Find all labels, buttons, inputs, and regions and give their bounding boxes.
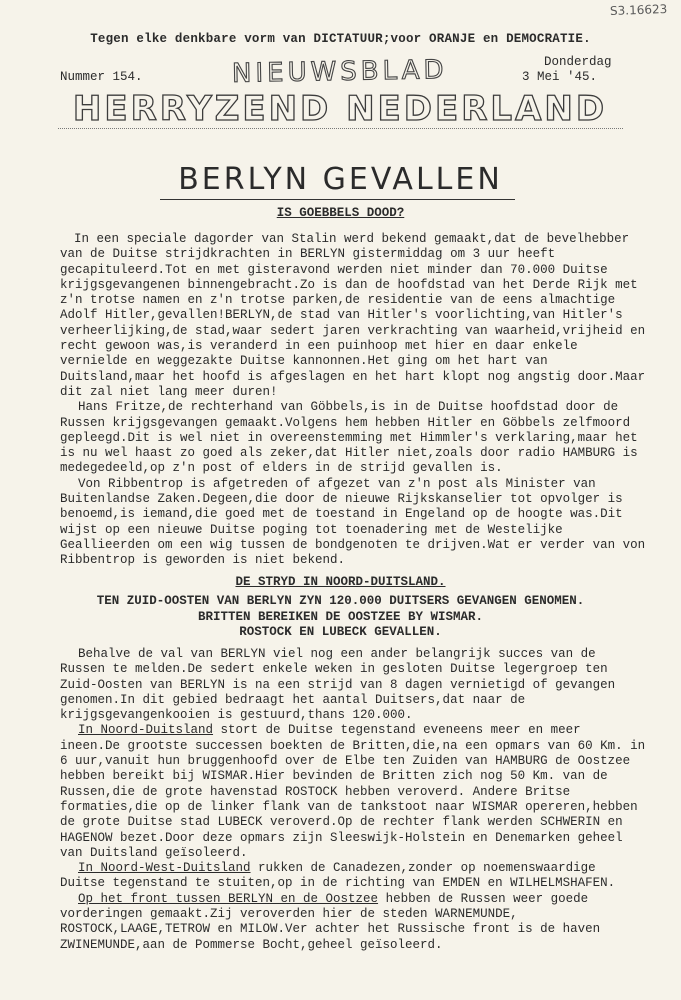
region-lead: Op het front tussen BERLYN en de Oostzee: [78, 891, 379, 906]
article-paragraph: [60, 861, 646, 892]
issue-number: Nummer 154.: [60, 70, 143, 84]
motto: Tegen elke denkbare vorm van DICTATUUR;voor ORANJE en DEMOCRATIE.: [90, 32, 591, 46]
date-block: [522, 55, 612, 85]
masthead: HERRYZEND NEDERLAND: [72, 89, 608, 129]
article-paragraph: Von Ribbentrop is afgetreden of afgezet van z'n post als Minister van Buitenlandse Zaken.Degeen,die door de nieuwe Rijkskanselier tot opvolger is benoemd,is iemand,die goed met de toestand in Engeland op de hoogte was.Dit wijst op een nieuwe Duitse poging tot toenadering met de Westelijke Geallieerden om een wig tussen de bondgenoten te drijven.Wat er verder van von Ribbentrop is geworden is niet bekend.: [60, 476, 646, 568]
archive-stamp: S3.16623: [609, 2, 668, 18]
headline-underline: [160, 199, 515, 200]
weekday: Donderdag: [544, 55, 612, 69]
masthead-rule: [58, 128, 623, 129]
article-paragraph: Hans Fritze,de rechterhand van Göbbels,is in de Duitse hoofdstad door de Russen krijgsgevangen gemaakt.Volgens hem hebben Hitler en Göbbels zelfmoord gepleegd.Dit is wel niet in overeenstemming met Himmler's verklaring,maar het is nu wel haast zo goed als zeker,dat Hitler niet,zoals door radio HAMBURG is medegedeeld,op z'n post of elders in de strijd gevallen is.: [60, 400, 638, 476]
sub-headline: TEN ZUID-OOSTEN VAN BERLYN ZYN 120.000 DUITSERS GEVANGEN GENOMEN.: [96, 594, 585, 608]
nieuwsblad-label: NIEUWSBLAD: [231, 55, 448, 89]
region-lead: In Noord-West-Duitsland: [78, 861, 251, 876]
article-paragraph: In een speciale dagorder van Stalin werd bekend gemaakt,dat de bevelhebber van de Duitse strijdkrachten in BERLYN gistermiddag om 3 uur heeft gecapituleerd.Tot en met gisteravond werden niet minder dan 70.000 Duitse krijgsgevangenen binnengebracht.Zo is dan de hoofdstad van het Derde Rijk met z'n trotse namen en z'n trotse parken,de residentie van de eens almachtige Adolf Hitler,gevallen!BERLYN,de stad van Hitler's voorlichting,van Hitler's verheerlijking,de stad,waar sedert jaren verkrachting van waarheid,vrijheid en recht gewoon was,is veranderd in een puinhoop met hier en daar enkele vernielde en weggezakte Duitse kannonnen.Het ging om het hart van Duitsland,maar het hoofd is afgeslagen en het hart klopt nog angstig door.Maar dit zal niet lang meer duren!: [60, 232, 646, 399]
article-paragraph: [60, 723, 646, 861]
paragraph-body: stort de Duitse tegenstand eveneens meer en meer ineen.De grootste successen boekten de Britten,die,na een opmars van 60 Km. in 6 uur,vanuit hun bruggenhoofd over de Elbe ten Zuiden van HAMBURG de Oostzee hebben bereikt bij WISMAR.Hier bevinden de Britten zich nog 50 Km. van de Russen,die de grote havenstad ROSTOCK hebben veroverd. Andere Britse formaties,die op de linker flank van de tankstoot naar WISMAR opereren,hebben de grote Duitse stad LUBECK veroverd.Op de rechter flank werden SCHWERIN en HAGENOW bezet.Door deze opmars zijn Sleeswijk-Holstein en Denemarken geheel van Duitsland geïsoleerd.: [60, 723, 646, 860]
paragraph-body: hebben de Russen weer goede vorderingen gemaakt.Zij veroverden hier de steden WARNEMUNDE, ROSTOCK,LAAGE,TETROW en MILOW.Ver achter het Russische front is de haven ZWINEMUNDE,aan de Pommerse Bocht,geheel geïsoleerd.: [60, 891, 601, 952]
sub-headline: BRITTEN BEREIKEN DE OOSTZEE BY WISMAR.: [197, 609, 484, 624]
article-north-germany: [60, 647, 646, 953]
headline: BERLYN GEVALLEN: [178, 162, 503, 197]
sub-headline: ROSTOCK EN LUBECK GEVALLEN.: [239, 625, 442, 639]
article-paragraph: [60, 892, 646, 953]
issue-date: 3 Mei '45.: [522, 70, 598, 84]
paragraph-body: rukken de Canadezen,zonder op noemenswaardige Duitse tegenstand te stuiten,op in de richting van EMDEN en WILHELMSHAFEN.: [60, 861, 616, 891]
subhead: IS GOEBBELS DOOD?: [276, 206, 405, 220]
section-title: DE STRYD IN NOORD-DUITSLAND.: [235, 575, 446, 589]
region-lead: In Noord-Duitsland: [78, 723, 214, 738]
article-paragraph: Behalve de val van BERLYN viel nog een ander belangrijk succes van de Russen te melden.De sedert enkele weken in gesloten Duitse legergroep ten Zuid-Oosten van BERLYN is na een strijd van 8 dagen vernietigd of gevangen genomen.In dit gebied bedraagt het aantal Duitsers,dat naar de krijgsgevangenkooien is gestuurd,thans 120.000.: [60, 647, 616, 723]
article-berlin: [60, 232, 646, 569]
sub-headlines: [0, 594, 681, 641]
